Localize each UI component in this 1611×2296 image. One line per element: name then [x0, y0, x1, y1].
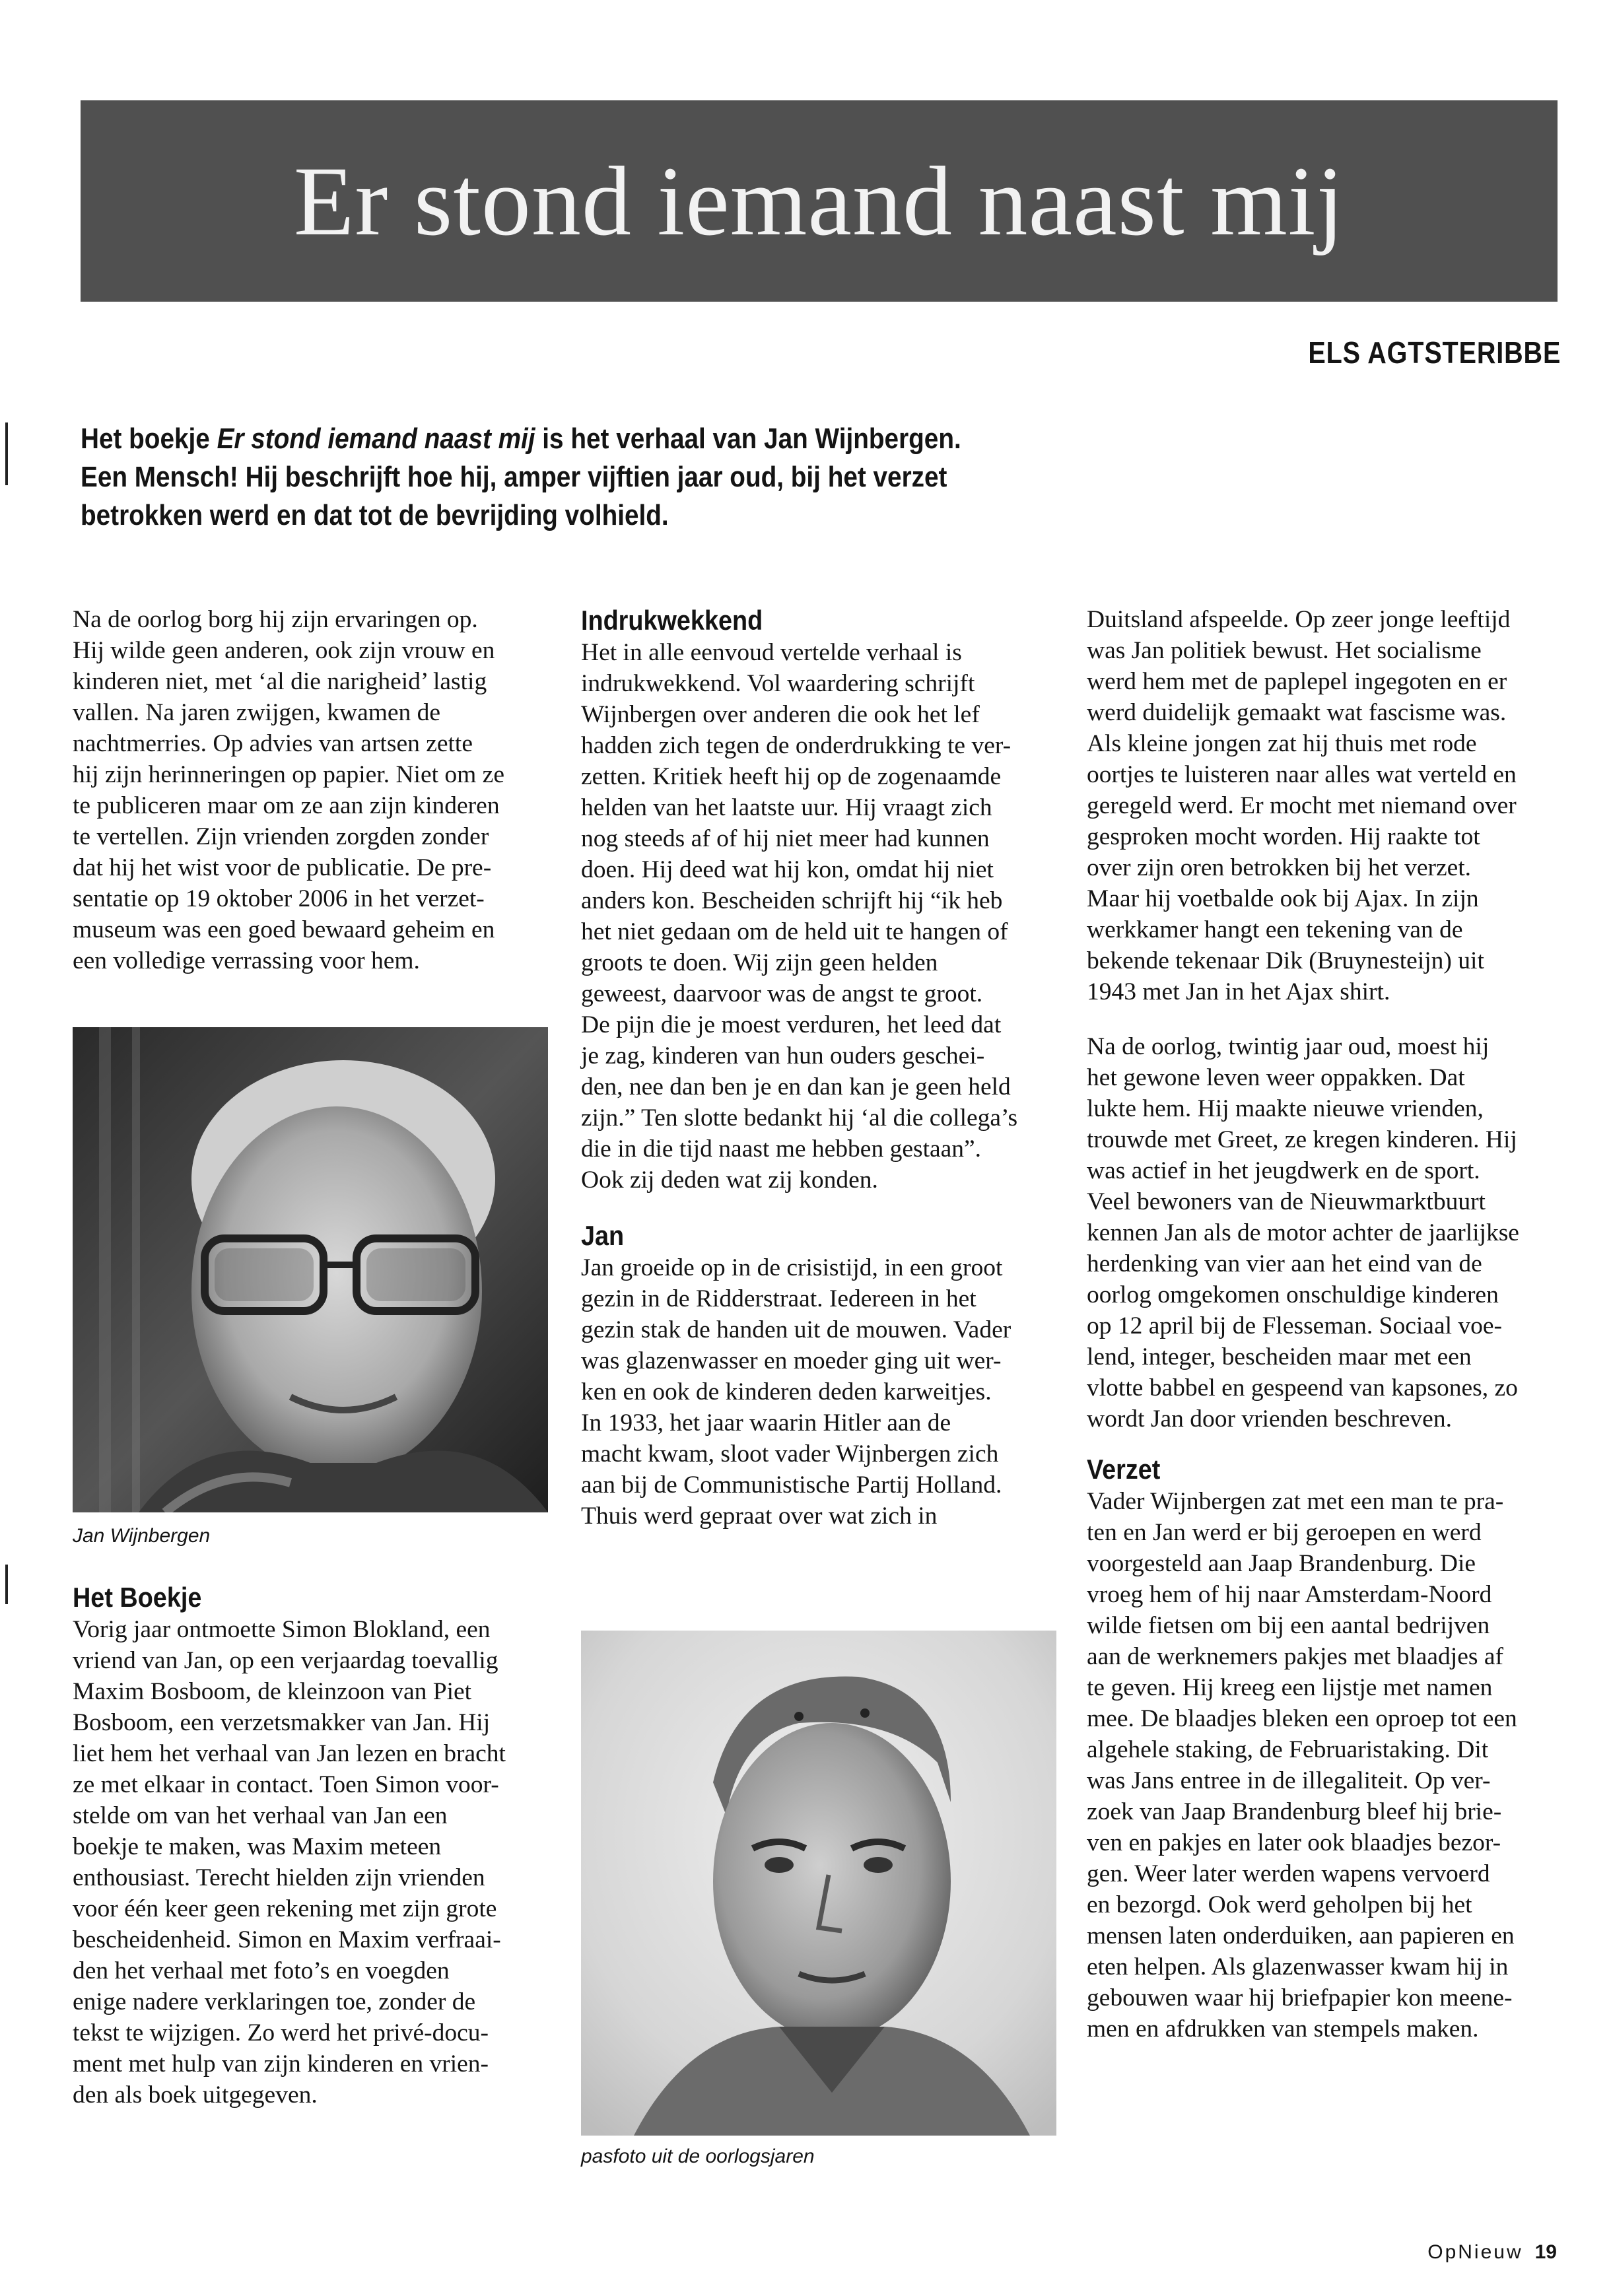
indrukwekkend-paragraph — [581, 637, 1056, 1196]
text-line: Wijnbergen over anderen die ook het lef — [581, 701, 980, 728]
title-banner — [81, 100, 1558, 302]
text-line: gebouwen waar hij briefpapier kon meene- — [1087, 1984, 1513, 2011]
passport-photo — [581, 1631, 1056, 2136]
text-line: dat hij het wist voor de publicatie. De pre- — [73, 854, 492, 881]
section-heading-jan: Jan — [581, 1220, 625, 1251]
text-line: Als kleine jongen zat hij thuis met rode — [1087, 730, 1477, 757]
lead-text: is het verhaal van Jan Wijnbergen. — [535, 422, 961, 455]
text-line: werkkamer hangt een tekening van de — [1087, 916, 1463, 943]
text-line: voorgesteld aan Jaap Brandenburg. Die — [1087, 1550, 1476, 1577]
text-line: zetten. Kritiek heeft hij op de zogenaamde — [581, 763, 1002, 790]
passport-caption: pasfoto uit de oorlogsjaren — [581, 2145, 815, 2167]
text-line: den, nee dan ben je en dan kan je geen held — [581, 1073, 1011, 1100]
author-byline: ELS AGTSTERIBBE — [1308, 335, 1561, 370]
portrait-caption: Jan Wijnbergen — [73, 1525, 211, 1547]
text-line: Het in alle eenvoud vertelde verhaal is — [581, 639, 962, 666]
text-line: den als boek uitgegeven. — [73, 2081, 318, 2109]
text-line: Na de oorlog borg hij zijn ervaringen op. — [73, 606, 478, 633]
text-line: 1943 met Jan in het Ajax shirt. — [1087, 978, 1390, 1005]
text-line: voor één keer geen rekening met zijn grote — [73, 1895, 497, 1922]
jan-paragraph — [581, 1252, 1056, 1532]
text-line: hij zijn herinneringen op papier. Niet om ze — [73, 761, 504, 788]
text-line: over zijn oren betrokken bij het verzet. — [1087, 854, 1472, 881]
text-line: doen. Hij deed wat hij kon, omdat hij niet — [581, 856, 994, 883]
portrait-photo — [73, 1027, 548, 1512]
text-line: gesproken mocht worden. Hij raakte tot — [1087, 823, 1480, 850]
text-line: Bosboom, een verzetsmakker van Jan. Hij — [73, 1709, 491, 1736]
text-line: Hij wilde geen anderen, ook zijn vrouw en — [73, 637, 495, 664]
text-line: Maxim Bosboom, de kleinzoon van Piet — [73, 1678, 472, 1705]
page-footer — [1427, 2241, 1557, 2264]
text-line: herdenking van vier aan het eind van de — [1087, 1250, 1482, 1277]
text-line: trouwde met Greet, ze kregen kinderen. Hij — [1087, 1126, 1517, 1153]
lead-text: Het boekje — [81, 422, 217, 455]
text-line: bescheidenheid. Simon en Maxim verfraai- — [73, 1926, 501, 1953]
margin-mark — [5, 1565, 8, 1604]
text-line: ken en ook de kinderen deden karweitjes. — [581, 1378, 992, 1405]
text-line: oorlog omgekomen onschuldige kinderen — [1087, 1281, 1499, 1308]
text-line: aan de werknemers pakjes met blaadjes af — [1087, 1643, 1503, 1670]
text-line: hadden zich tegen de onderdrukking te ver- — [581, 732, 1011, 759]
text-line: geregeld werd. Er mocht met niemand over — [1087, 792, 1517, 819]
text-line: was actief in het jeugdwerk en de sport. — [1087, 1157, 1480, 1184]
column-3-text — [1087, 604, 1562, 2044]
text-line: Veel bewoners van de Nieuwmarktbuurt — [1087, 1188, 1486, 1215]
column-2-text — [581, 604, 1056, 1532]
text-line: was Jans entree in de illegaliteit. Op ver- — [1087, 1767, 1491, 1794]
boekje-paragraph — [73, 1614, 548, 2110]
text-line: mee. De blaadjes bleken een oproep tot een — [1087, 1705, 1517, 1732]
lead-text: betrokken werd en dat tot de bevrijding volhield. — [81, 499, 669, 531]
text-line: gezin in de Ridderstraat. Iedereen in het — [581, 1285, 977, 1312]
text-line: mensen laten onderduiken, aan papieren en — [1087, 1922, 1515, 1949]
text-line: op 12 april bij de Flesseman. Sociaal voe- — [1087, 1312, 1503, 1339]
text-line: ten en Jan werd er bij geroepen en werd — [1087, 1519, 1482, 1546]
lead-paragraph — [81, 420, 1301, 535]
text-line: ven en pakjes en later ook blaadjes bezor- — [1087, 1829, 1501, 1856]
text-line: geweest, daarvoor was de angst te groot. — [581, 980, 983, 1007]
text-line: Maar hij voetbalde ook bij Ajax. In zijn — [1087, 885, 1479, 912]
text-line: groots te doen. Wij zijn geen helden — [581, 949, 938, 976]
text-line: vlotte babbel en gespeend van kapsones, zo — [1087, 1374, 1518, 1401]
text-line: zijn.” Ten slotte bedankt hij ‘al die collega’s — [581, 1104, 1018, 1131]
text-line: boekje te maken, was Maxim meteen — [73, 1833, 442, 1860]
text-line: werd hem met de paplepel ingegoten en er — [1087, 668, 1507, 695]
text-line: men en afdrukken van stempels maken. — [1087, 2015, 1479, 2043]
text-line: anders kon. Bescheiden schrijft hij “ik heb — [581, 887, 1003, 914]
text-line: sentatie op 19 oktober 2006 in het verzet- — [73, 885, 485, 912]
column-1-intro — [73, 604, 548, 976]
text-line: het gewone leven weer oppakken. Dat — [1087, 1064, 1465, 1091]
text-line: lukte hem. Hij maakte nieuwe vrienden, — [1087, 1095, 1484, 1122]
text-line: wilde fietsen om bij een aantal bedrijven — [1087, 1612, 1490, 1639]
text-line: algehele staking, de Februaristaking. Dit — [1087, 1736, 1489, 1763]
text-line: gen. Weer later werden wapens vervoerd — [1087, 1860, 1490, 1887]
text-line: oortjes te luisteren naar alles wat verteld en — [1087, 761, 1517, 788]
text-line: Thuis werd gepraat over wat zich in — [581, 1503, 938, 1530]
text-line: Ook zij deden wat zij konden. — [581, 1166, 878, 1194]
text-line: was Jan politiek bewust. Het socialisme — [1087, 637, 1482, 664]
text-line: zoek van Jaap Brandenburg bleef hij brie- — [1087, 1798, 1502, 1825]
text-line: stelde om van het verhaal van Jan een — [73, 1802, 448, 1829]
text-line: vriend van Jan, op een verjaardag toevallig — [73, 1647, 498, 1674]
text-line: het niet gedaan om de held uit te hangen of — [581, 918, 1008, 945]
text-line: Jan groeide op in de crisistijd, in een groot — [581, 1254, 1003, 1281]
text-line: kennen Jan als de motor achter de jaarlijkse — [1087, 1219, 1519, 1246]
text-line: macht kwam, sloot vader Wijnbergen zich — [581, 1440, 999, 1468]
text-line: nog steeds af of hij niet meer had kunnen — [581, 825, 990, 852]
text-line: enthousiast. Terecht hielden zijn vrienden — [73, 1864, 485, 1891]
text-line: In 1933, het jaar waarin Hitler aan de — [581, 1409, 951, 1436]
text-line: museum was een goed bewaard geheim en — [73, 916, 495, 943]
text-line: aan bij de Communistische Partij Holland. — [581, 1471, 1002, 1499]
intro-paragraph — [73, 604, 548, 976]
text-line: kinderen niet, met ‘al die narigheid’ lastig — [73, 668, 487, 695]
text-line: helden van het laatste uur. Hij vraagt zich — [581, 794, 992, 821]
text-line: je zag, kinderen van hun ouders geschei- — [581, 1042, 985, 1069]
text-line: wordt Jan door vrienden beschreven. — [1087, 1405, 1452, 1433]
text-line: bekende tekenaar Dik (Bruynesteijn) uit — [1087, 947, 1484, 974]
text-line: ment met hulp van zijn kinderen en vrien- — [73, 2050, 489, 2077]
text-line: Vorig jaar ontmoette Simon Blokland, een — [73, 1616, 491, 1643]
text-line: vroeg hem of hij naar Amsterdam-Noord — [1087, 1581, 1492, 1608]
text-line: Duitsland afspeelde. Op zeer jonge leeftijd — [1087, 606, 1511, 633]
section-heading-verzet: Verzet — [1087, 1454, 1161, 1485]
text-line: ze met elkaar in contact. Toen Simon voor- — [73, 1771, 499, 1798]
text-line: een volledige verrassing voor hem. — [73, 947, 420, 974]
text-line: enige nadere verklaringen toe, zonder de — [73, 1988, 476, 2015]
column-1-boekje — [73, 1581, 548, 2110]
text-line: te geven. Hij kreeg een lijstje met namen — [1087, 1674, 1493, 1701]
text-line: vallen. Na jaren zwijgen, kwamen de — [73, 699, 441, 726]
na-de-oorlog-paragraph — [1087, 1031, 1562, 1435]
text-line: die in die tijd naast me hebben gestaan”. — [581, 1135, 982, 1163]
text-line: indrukwekkend. Vol waardering schrijft — [581, 670, 975, 697]
text-line: te vertellen. Zijn vrienden zorgden zonder — [73, 823, 489, 850]
text-line: lend, integer, bescheiden maar met een — [1087, 1343, 1472, 1370]
text-line: liet hem het verhaal van Jan lezen en bracht — [73, 1740, 506, 1767]
lead-text: Een Mensch! Hij beschrijft hoe hij, amper vijftien jaar oud, bij het verzet — [81, 461, 947, 493]
text-line: was glazenwasser en moeder ging uit wer- — [581, 1347, 1002, 1374]
section-heading-het-boekje: Het Boekje — [73, 1582, 202, 1613]
magazine-name: OpNieuw — [1427, 2241, 1523, 2263]
politiek-paragraph — [1087, 604, 1562, 1007]
text-line: nachtmerries. Op advies van artsen zette — [73, 730, 473, 757]
page-title: Er stond iemand naast mij — [293, 146, 1345, 256]
page-number: 19 — [1534, 2241, 1557, 2263]
text-line: Na de oorlog, twintig jaar oud, moest hij — [1087, 1033, 1490, 1060]
margin-mark — [5, 422, 8, 485]
text-line: werd duidelijk gemaakt wat fascisme was. — [1087, 699, 1507, 726]
text-line: te publiceren maar om ze aan zijn kinderen — [73, 792, 500, 819]
text-line: eten helpen. Als glazenwasser kwam hij in — [1087, 1953, 1509, 1980]
text-line: gezin stak de handen uit de mouwen. Vader — [581, 1316, 1011, 1343]
text-line: Vader Wijnbergen zat met een man te pra- — [1087, 1488, 1504, 1515]
text-line: tekst te wijzigen. Zo werd het privé-docu- — [73, 2019, 489, 2046]
book-title: Er stond iemand naast mij — [217, 422, 535, 455]
text-line: en bezorgd. Ook werd geholpen bij het — [1087, 1891, 1472, 1918]
verzet-paragraph — [1087, 1486, 1562, 2044]
text-line: den het verhaal met foto’s en voegden — [73, 1957, 450, 1984]
passport-image — [581, 1631, 1056, 2136]
section-heading-indrukwekkend: Indrukwekkend — [581, 605, 763, 636]
text-line: De pijn die je moest verduren, het leed dat — [581, 1011, 1002, 1038]
portrait-image — [73, 1027, 548, 1512]
